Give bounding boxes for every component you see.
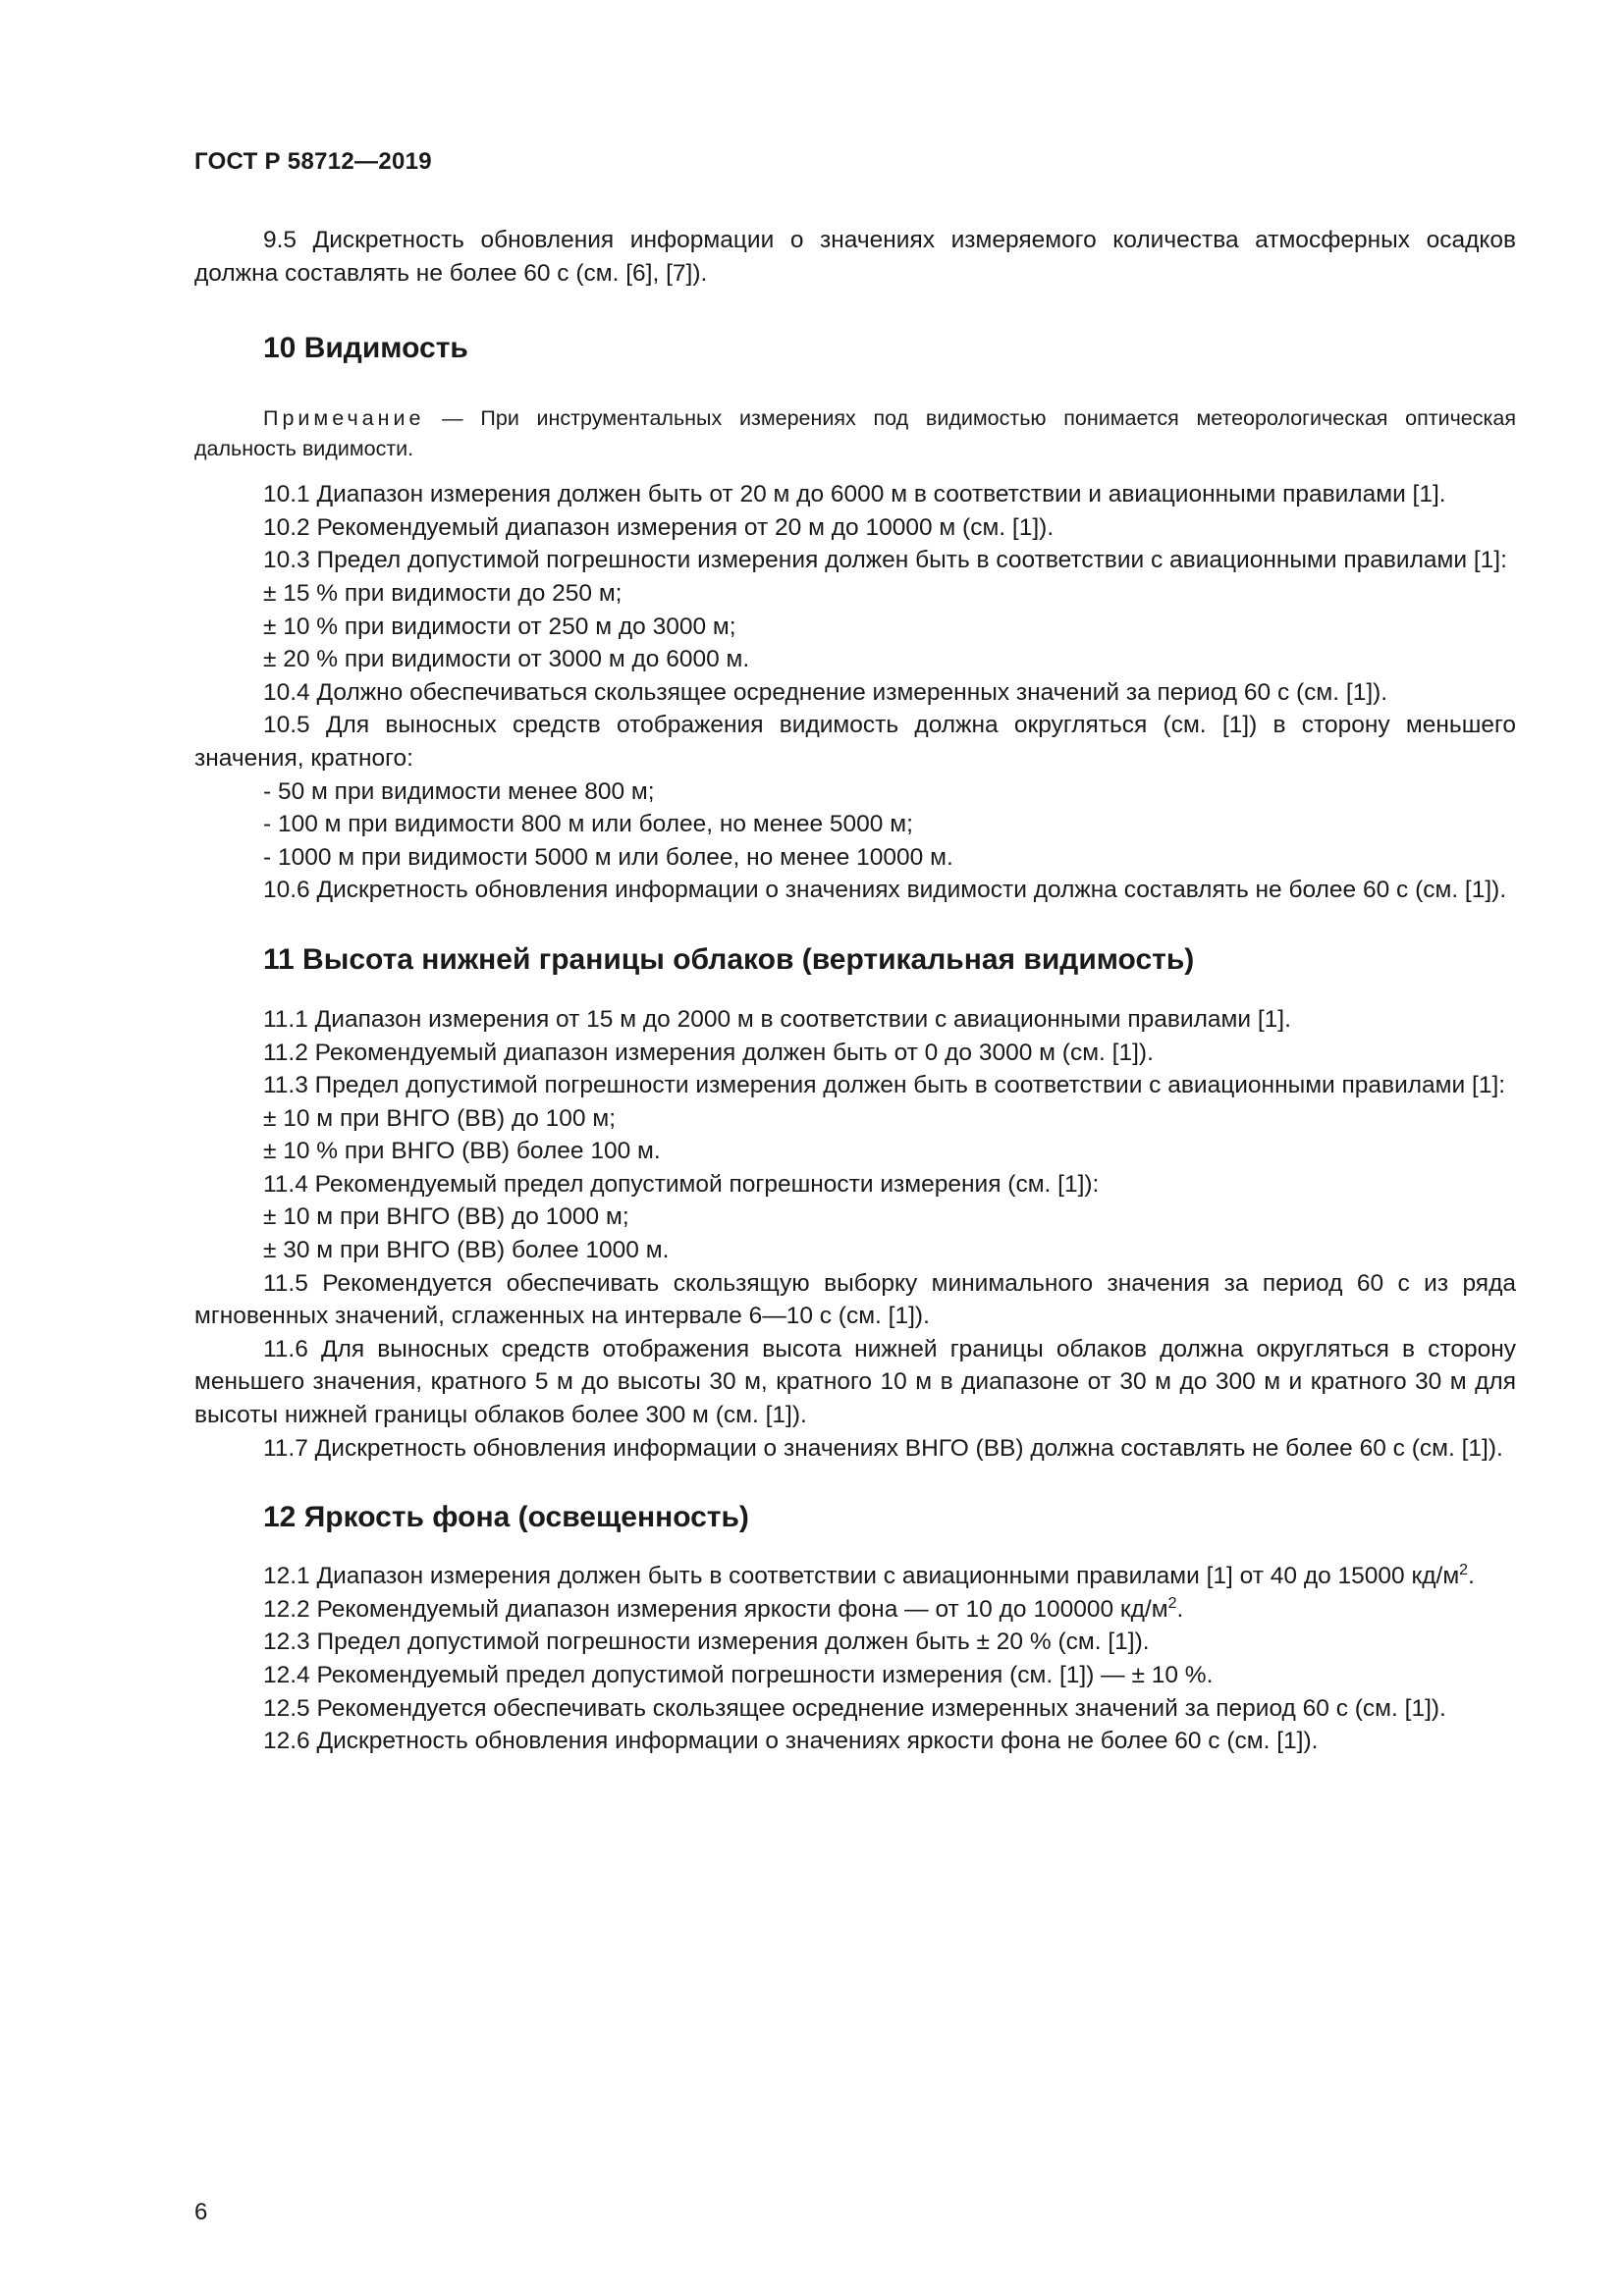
paragraph-12-4: 12.4 Рекомендуемый предел допустимой погрешности измерения (см. [1]) — ± 10 %. [263, 1662, 1214, 1688]
paragraph-12-3: 12.3 Предел допустимой погрешности измерения должен быть ± 20 % (см. [1]). [263, 1629, 1150, 1656]
list-item: - 50 м при видимости менее 800 м; [263, 777, 655, 805]
note-label: Примечание [263, 406, 425, 431]
superscript-2: 2 [1167, 1594, 1177, 1612]
paragraph-12-2 [194, 1593, 1516, 1627]
paragraph-11-5: 11.5 Рекомендуется обеспечивать скользящую выборку минимального значения за период 60 с из ряда мгновенных значений, сглаженных на интервале 6—10 с (см. [1]). [194, 1269, 1516, 1330]
note-text: — При инструментальных измерениях под видимостью понимается метеорологическая оптическая дальность видимости. [194, 406, 1516, 461]
paragraph-11-2: 11.2 Рекомендуемый диапазон измерения должен быть от 0 до 3000 м (см. [1]). [263, 1039, 1154, 1066]
paragraph-10-6: 10.6 Дискретность обновления информации о значениях видимости должна составлять не более 60 с (см. [1]). [263, 877, 1507, 904]
superscript-2: 2 [1459, 1562, 1469, 1579]
note [194, 403, 1516, 464]
paragraph-10-5: 10.5 Для выносных средств отображения видимость должна округляться (см. [1]) в сторону меньшего значения, кратного: [194, 712, 1516, 772]
paragraph-12-2-text: 12.2 Рекомендуемый диапазон измерения яркости фона — от 10 до 100000 кд/м [263, 1595, 1168, 1623]
list-item: ± 10 % при ВНГО (ВВ) более 100 м. [263, 1138, 661, 1165]
list-item: ± 10 % при видимости от 250 м до 3000 м; [263, 613, 736, 640]
period: . [1176, 1595, 1184, 1623]
paragraph-10-4: 10.4 Должно обеспечиваться скользящее осреднение измеренных значений за период 60 с (см. [1]). [263, 678, 1388, 706]
paragraph-10-3: 10.3 Предел допустимой погрешности измерения должен быть в соответствии с авиационными правилами [1]: [263, 547, 1507, 574]
document-page [194, 0, 1516, 2296]
paragraph-11-6: 11.6 Для выносных средств отображения высота нижней границы облаков должна округляться в сторону меньшего значения, кратного 5 м до высоты 30 м, кратного 10 м в диапазоне от 30 м до 300 м и кратного 30 м для высоты нижней границы облаков более 300 м (см. [1]). [194, 1335, 1516, 1429]
section-11-title: 11 Высота нижней границы облаков (вертикальная видимость) [263, 942, 1195, 976]
paragraph-11-1: 11.1 Диапазон измерения от 15 м до 2000 м в соответствии с авиационными правилами [1]. [263, 1005, 1291, 1033]
paragraph-12-1 [194, 1560, 1516, 1593]
paragraph-11-3: 11.3 Предел допустимой погрешности измерения должен быть в соответствии с авиационными правилами [1]: [263, 1072, 1506, 1099]
page-content [194, 224, 1516, 1758]
section-10-title: 10 Видимость [263, 332, 468, 365]
paragraph-9-5: 9.5 Дискретность обновления информации о значениях измеряемого количества атмосферных осадков должна составлять не более 60 с (см. [6], [7]). [194, 227, 1516, 287]
list-item: ± 20 % при видимости от 3000 м до 6000 м. [263, 646, 750, 673]
document-id-header: ГОСТ Р 58712—2019 [194, 148, 432, 175]
list-item: - 100 м при видимости 800 м или более, но менее 5000 м; [263, 811, 913, 838]
list-item: - 1000 м при видимости 5000 м или более, но менее 10000 м. [263, 843, 953, 871]
section-12-title: 12 Яркость фона (освещенность) [263, 1501, 749, 1534]
list-item: ± 30 м при ВНГО (ВВ) более 1000 м. [263, 1237, 670, 1264]
list-item: ± 10 м при ВНГО (ВВ) до 100 м; [263, 1104, 617, 1132]
period: . [1468, 1563, 1475, 1590]
page-number: 6 [194, 2199, 208, 2225]
paragraph-10-1: 10.1 Диапазон измерения должен быть от 20 м до 6000 м в соответствии и авиационными правилами [1]. [263, 481, 1446, 508]
paragraph-12-1-text: 12.1 Диапазон измерения должен быть в соответствии с авиационными правилами [1] от 40 до 15000 кд/м [263, 1563, 1460, 1590]
paragraph-11-7: 11.7 Дискретность обновления информации о значениях ВНГО (ВВ) должна составлять не более 60 с (см. [1]). [263, 1434, 1503, 1462]
paragraph-12-5: 12.5 Рекомендуется обеспечивать скользящее осреднение измеренных значений за период 60 с (см. [1]). [263, 1694, 1446, 1722]
paragraph-11-4: 11.4 Рекомендуемый предел допустимой погрешности измерения (см. [1]): [263, 1170, 1100, 1198]
paragraph-10-2: 10.2 Рекомендуемый диапазон измерения от 20 м до 10000 м (см. [1]). [263, 513, 1055, 541]
paragraph-12-6: 12.6 Дискретность обновления информации о значениях яркости фона не более 60 с (см. [1]). [263, 1728, 1319, 1755]
list-item: ± 10 м при ВНГО (ВВ) до 1000 м; [263, 1203, 629, 1231]
list-item: ± 15 % при видимости до 250 м; [263, 579, 623, 607]
